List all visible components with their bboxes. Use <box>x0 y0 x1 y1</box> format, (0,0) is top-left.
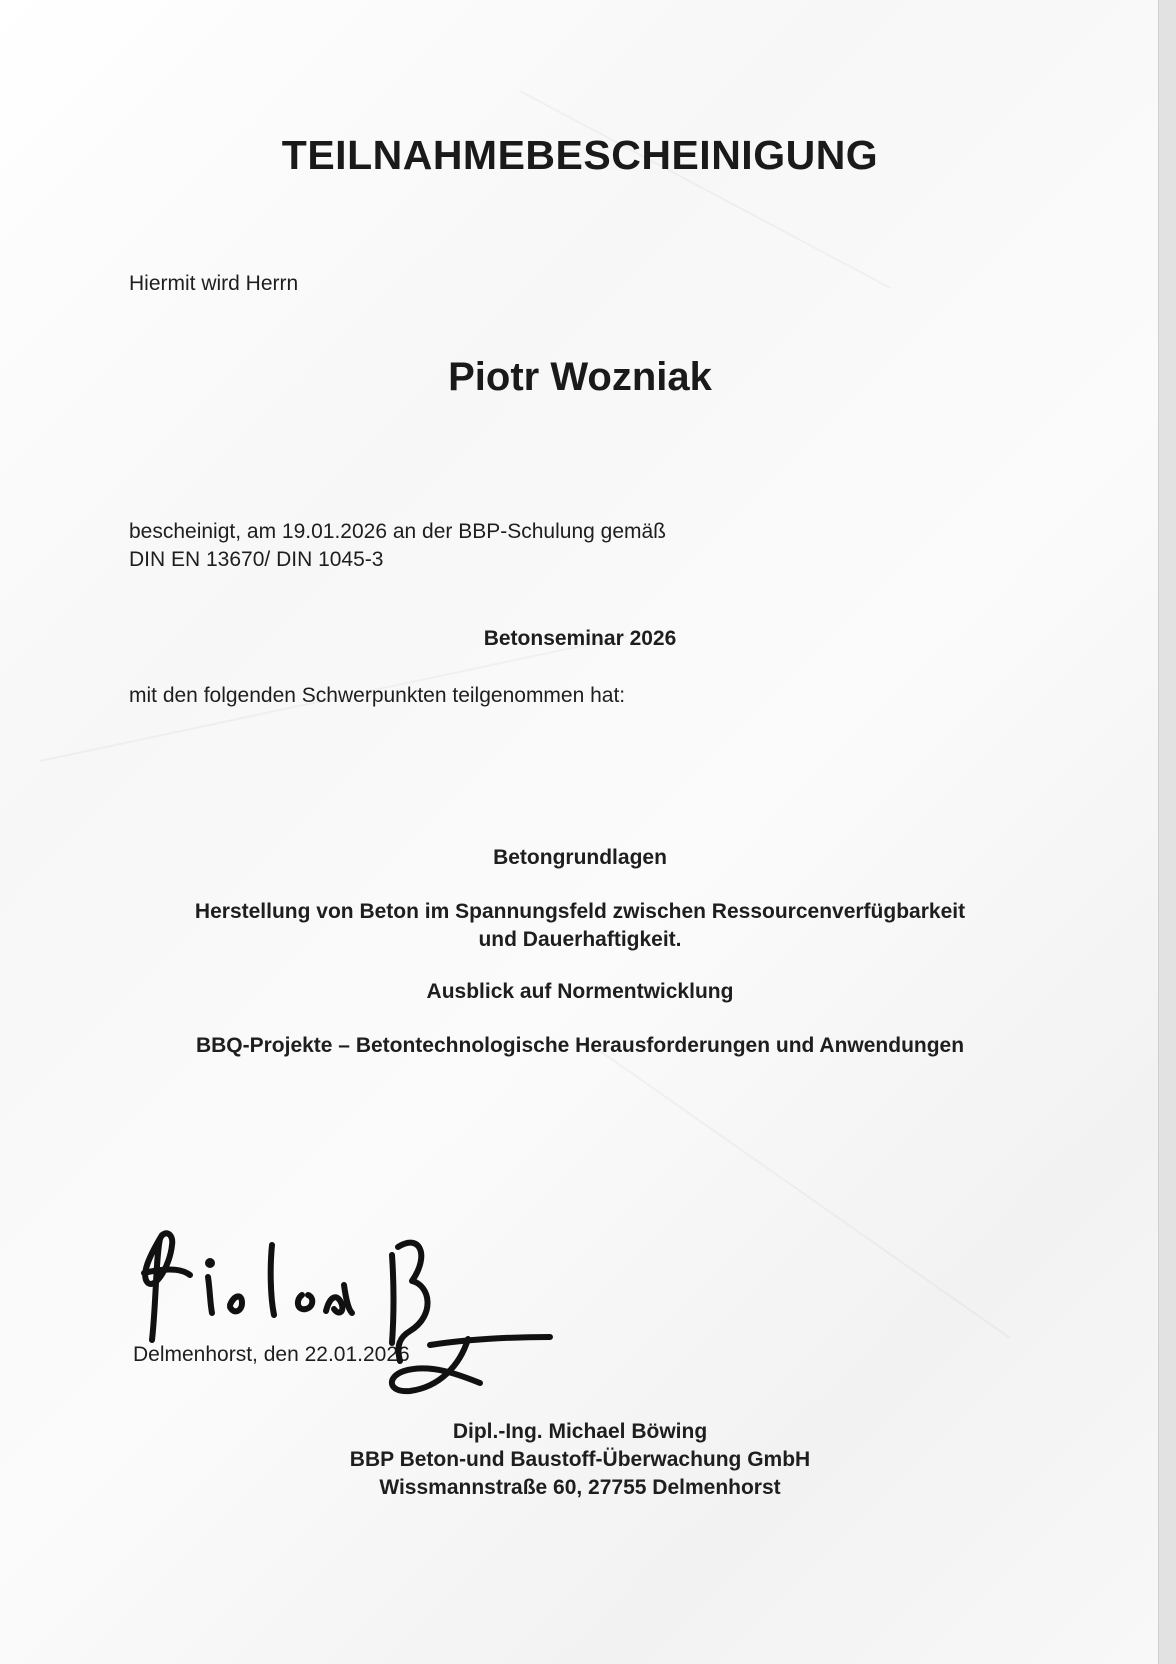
certification-line: DIN EN 13670/ DIN 1045-3 <box>129 548 384 571</box>
place-and-date: Delmenhorst, den 22.01.2026 <box>133 1343 410 1366</box>
scan-edge <box>1158 0 1176 1664</box>
topic-item <box>130 898 1030 954</box>
signer-company: BBP Beton-und Baustoff-Überwachung GmbH <box>349 1448 811 1471</box>
paper-crease <box>520 90 892 289</box>
seminar-title: Betonseminar 2026 <box>483 627 677 650</box>
signer-name: Dipl.-Ing. Michael Böwing <box>452 1420 708 1443</box>
topic-line: und Dauerhaftigkeit. <box>478 928 682 951</box>
topic-item: Ausblick auf Normentwicklung <box>426 980 734 1003</box>
signer-block <box>300 1418 860 1502</box>
focus-intro-text: mit den folgenden Schwerpunkten teilgenommen hat: <box>129 684 626 707</box>
signer-address: Wissmannstraße 60, 27755 Delmenhorst <box>379 1476 781 1499</box>
topic-item: Betongrundlagen <box>493 846 667 869</box>
certification-line: bescheinigt, am 19.01.2026 an der BBP-Schulung gemäß <box>129 520 667 543</box>
paper-crease <box>599 1050 1010 1338</box>
handwritten-signature <box>130 1215 600 1415</box>
certification-text <box>129 518 666 574</box>
participant-name: Piotr Wozniak <box>448 355 712 399</box>
document-title: TEILNAHMEBESCHEINIGUNG <box>281 132 879 178</box>
intro-text: Hiermit wird Herrn <box>129 272 299 295</box>
topic-item: BBQ-Projekte – Betontechnologische Herausforderungen und Anwendungen <box>195 1034 965 1057</box>
topic-line: Herstellung von Beton im Spannungsfeld zwischen Ressourcenverfügbarkeit <box>194 900 966 923</box>
topic-list <box>130 846 1030 1058</box>
